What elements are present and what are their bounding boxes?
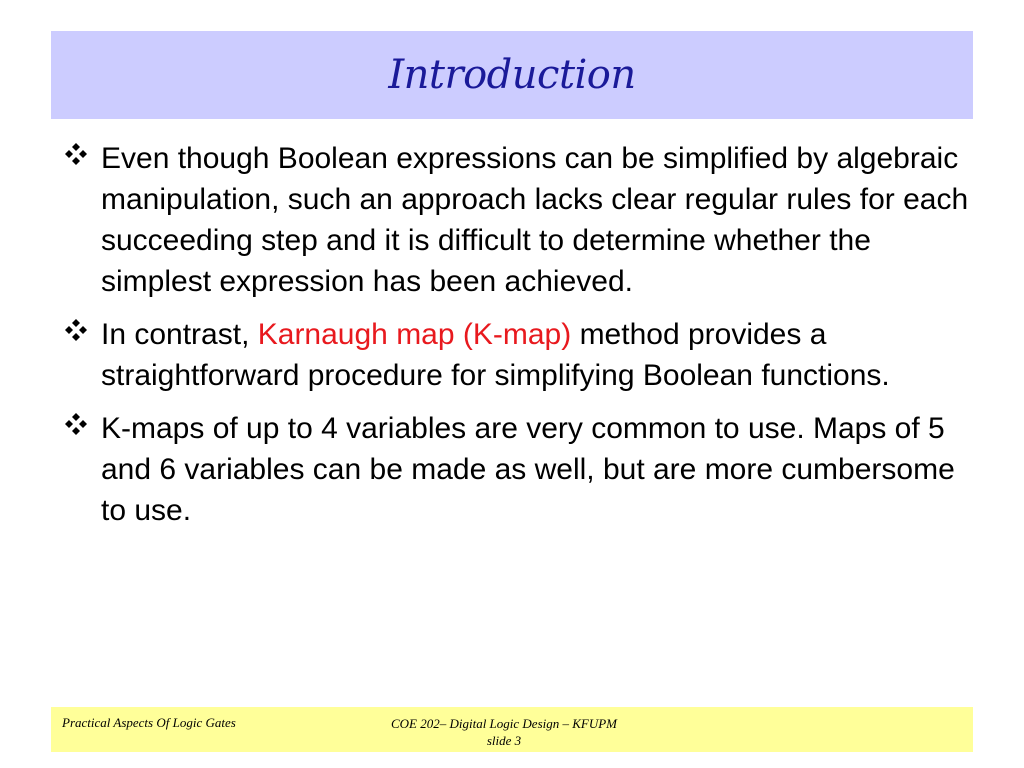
bullet-text-before: Even though Boolean expressions can be simplified by algebraic manipulation, such an approach lacks clear regular rules for each succeeding step and it is difficult to determine whether the simplest expression has been achieved. (101, 142, 969, 298)
bullet-text-after: method provides a straightforward procedure for simplifying Boolean functions. (101, 318, 890, 392)
footer-slide-number: slide 3 (486, 733, 522, 748)
footer-bar (51, 707, 973, 752)
four-diamond-bullet-icon (64, 142, 88, 166)
title-bar (51, 31, 973, 119)
slide-title: Introduction (388, 52, 636, 98)
four-diamond-bullet-icon (64, 318, 88, 342)
bullet-item-3 (60, 408, 970, 531)
slide-content (60, 138, 970, 543)
bullet-text-before: K-maps of up to 4 variables are very common to use. Maps of 5 and 6 variables can be made as well, but are more cumbersome to use. (101, 412, 955, 527)
four-diamond-bullet-icon (64, 412, 88, 436)
bullet-text-before: In contrast, (101, 318, 258, 351)
footer-topic: Practical Aspects Of Logic Gates (62, 715, 236, 730)
bullet-item-1 (60, 138, 970, 302)
footer-center (379, 715, 629, 749)
bullet-highlight-kmap: Karnaugh map (K-map) (257, 318, 572, 351)
footer-course: COE 202– Digital Logic Design – KFUPM (390, 716, 618, 731)
bullet-item-2 (60, 314, 970, 396)
